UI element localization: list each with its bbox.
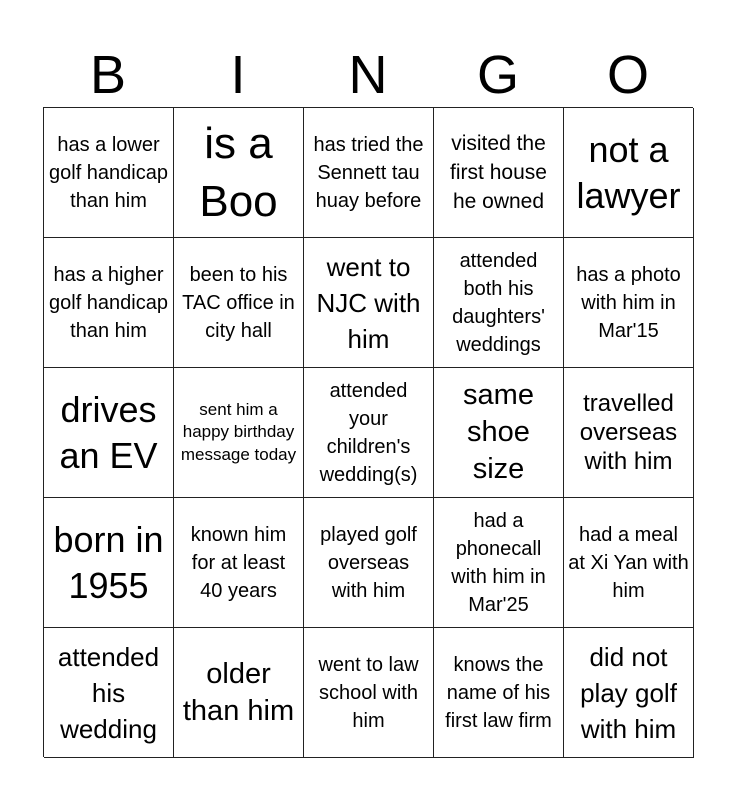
bingo-cell-r1-c3[interactable]: [434, 238, 564, 368]
bingo-cell-r2-c0[interactable]: [44, 368, 174, 498]
cell-text: did not play golf with him: [580, 641, 677, 744]
bingo-cell-r0-c1[interactable]: [174, 108, 304, 238]
cell-text: is a Boo: [199, 118, 278, 226]
cell-text: not a lawyer: [576, 128, 681, 216]
bingo-cell-r1-c1[interactable]: [174, 238, 304, 368]
cell-text: has a higher golf handicap than him: [49, 263, 168, 342]
cell-text: has a photo with him in Mar'15: [576, 263, 681, 342]
bingo-cell-r3-c4[interactable]: [564, 498, 694, 628]
bingo-cell-r3-c1[interactable]: [174, 498, 304, 628]
cell-text: attended your children's wedding(s): [319, 379, 418, 486]
cell-text: drives an EV: [59, 388, 158, 476]
bingo-cell-r3-c2[interactable]: [304, 498, 434, 628]
cell-text: has a lower golf handicap than him: [49, 133, 168, 212]
cell-text: went to NJC with him: [316, 251, 421, 354]
cell-text: went to law school with him: [318, 653, 419, 732]
bingo-cell-r2-c2[interactable]: [304, 368, 434, 498]
bingo-cell-r2-c3[interactable]: [434, 368, 564, 498]
header-letter-i: I: [230, 45, 246, 105]
cell-text: visited the first house he owned: [450, 132, 547, 213]
bingo-cell-r1-c2[interactable]: [304, 238, 434, 368]
cell-text: been to his TAC office in city hall: [182, 263, 295, 342]
header-letter-o: O: [606, 45, 649, 105]
cell-text: sent him a happy birthday message today: [180, 399, 297, 464]
header-letter-n: N: [348, 45, 388, 105]
bingo-cell-r3-c0[interactable]: [44, 498, 174, 628]
cell-text: older than him: [182, 657, 295, 727]
bingo-grid: [43, 107, 693, 757]
bingo-cell-r0-c2[interactable]: [304, 108, 434, 238]
cell-text: attended both his daughters' weddings: [452, 249, 545, 356]
cell-text: knows the name of his first law firm: [445, 653, 552, 732]
bingo-cell-r4-c0[interactable]: [44, 628, 174, 758]
cell-text: travelled overseas with him: [579, 390, 678, 475]
cell-text: had a phonecall with him in Mar'25: [451, 509, 546, 616]
cell-text: had a meal at Xi Yan with him: [568, 523, 689, 602]
bingo-cell-r4-c1[interactable]: [174, 628, 304, 758]
cell-text: known him for at least 40 years: [190, 523, 287, 602]
cell-text: same shoe size: [463, 379, 534, 485]
bingo-cell-r3-c3[interactable]: [434, 498, 564, 628]
cell-text: has tried the Sennett tau huay before: [313, 133, 424, 212]
cell-text: played golf overseas with him: [320, 523, 417, 602]
bingo-cell-r0-c3[interactable]: [434, 108, 564, 238]
bingo-cell-r4-c2[interactable]: [304, 628, 434, 758]
bingo-cell-r1-c4[interactable]: [564, 238, 694, 368]
bingo-cell-r2-c4[interactable]: [564, 368, 694, 498]
cell-text: born in 1955: [53, 518, 164, 606]
bingo-cell-r4-c3[interactable]: [434, 628, 564, 758]
bingo-header: [43, 44, 693, 106]
bingo-cell-r0-c0[interactable]: [44, 108, 174, 238]
header-letter-b: B: [89, 45, 127, 105]
cell-text: attended his wedding: [57, 641, 160, 744]
bingo-cell-r0-c4[interactable]: [564, 108, 694, 238]
bingo-cell-r4-c4[interactable]: [564, 628, 694, 758]
bingo-cell-r2-c1[interactable]: [174, 368, 304, 498]
bingo-cell-r1-c0[interactable]: [44, 238, 174, 368]
header-letter-g: G: [476, 45, 519, 105]
